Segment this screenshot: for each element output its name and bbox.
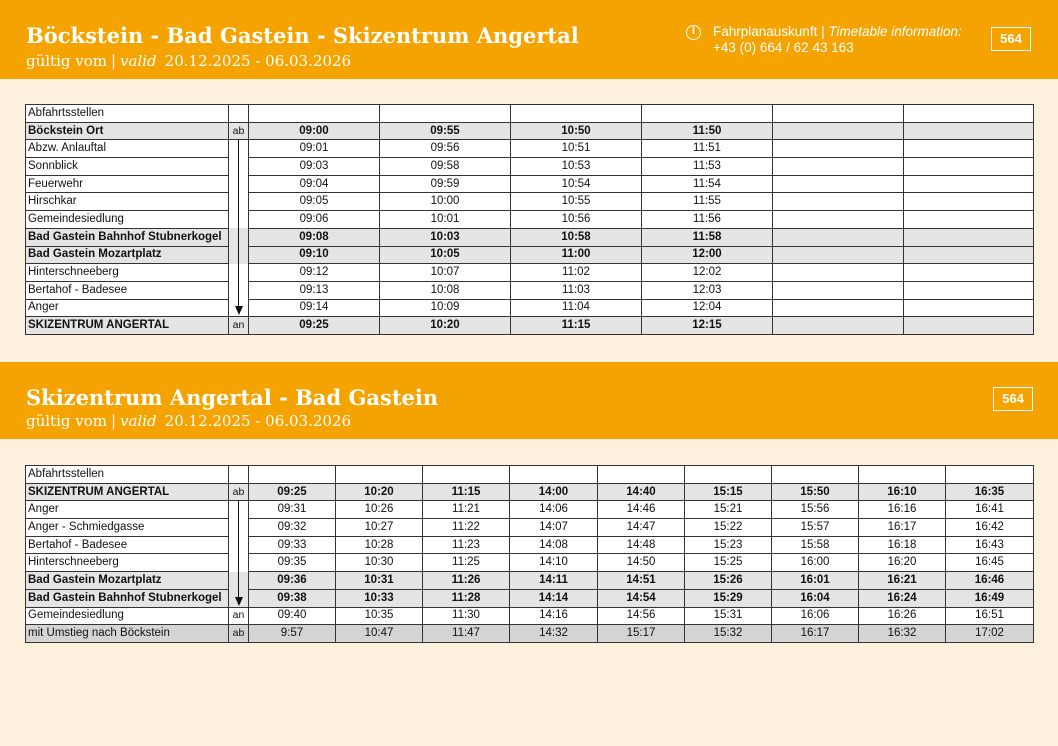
- departure-time: [773, 246, 904, 264]
- header-cell: [773, 105, 904, 123]
- line-number-badge: 564: [993, 387, 1033, 411]
- departure-time: 10:56: [511, 211, 642, 229]
- departure-time: 15:15: [685, 483, 772, 501]
- departure-time: [773, 228, 904, 246]
- table-row: [26, 607, 1034, 625]
- departure-time: 11:51: [642, 140, 773, 158]
- stop-name: Anger: [26, 501, 229, 519]
- direction-arrow-line: [238, 536, 239, 554]
- departure-time: 14:46: [598, 501, 685, 519]
- valid-en-label: valid: [120, 52, 157, 70]
- departure-time: 16:49: [946, 589, 1034, 607]
- departure-time: 14:11: [510, 572, 598, 590]
- arrival-departure-mark: [229, 140, 249, 158]
- departure-time: 09:25: [249, 317, 380, 335]
- departure-time: 16:04: [772, 589, 859, 607]
- departure-time: 15:32: [685, 625, 772, 643]
- departure-time: 16:21: [859, 572, 946, 590]
- departure-time: 09:59: [380, 175, 511, 193]
- departure-time: 09:56: [380, 140, 511, 158]
- departure-time: 11:02: [511, 264, 642, 282]
- info-label: Fahrplanauskunft: [713, 24, 818, 39]
- departure-time: [773, 211, 904, 229]
- arrival-departure-mark: ab: [229, 625, 249, 643]
- stop-name: Sonnblick: [26, 158, 229, 176]
- departure-time: 10:00: [380, 193, 511, 211]
- departure-time: [773, 122, 904, 140]
- departure-time: 15:21: [685, 501, 772, 519]
- departure-time: 10:05: [380, 246, 511, 264]
- departure-time: 14:47: [598, 519, 685, 537]
- departure-time: 10:28: [336, 536, 423, 554]
- departure-time: 15:26: [685, 572, 772, 590]
- departure-time: 16:51: [946, 607, 1034, 625]
- departure-time: 15:56: [772, 501, 859, 519]
- departure-time: 16:45: [946, 554, 1034, 572]
- table-row: [26, 211, 1034, 229]
- departure-time: 11:55: [642, 193, 773, 211]
- arrival-departure-mark: [229, 246, 249, 264]
- departure-time: 15:22: [685, 519, 772, 537]
- header-cell: [511, 105, 642, 123]
- departure-time: 16:46: [946, 572, 1034, 590]
- departure-time: 15:29: [685, 589, 772, 607]
- header-cell: [510, 466, 598, 484]
- arrival-departure-mark: [229, 589, 249, 607]
- departure-time: 16:20: [859, 554, 946, 572]
- departure-time: [904, 193, 1034, 211]
- departure-time: [904, 122, 1034, 140]
- departure-time: 12:02: [642, 264, 773, 282]
- departure-time: 09:38: [249, 589, 336, 607]
- departure-time: 14:32: [510, 625, 598, 643]
- section-1-validity: gültig vom | valid 20.12.2025 - 06.03.2026: [26, 52, 352, 70]
- header-cell: [380, 105, 511, 123]
- arrival-departure-mark: [229, 158, 249, 176]
- header-label: Abfahrtsstellen: [26, 105, 229, 123]
- valid-dates: 20.12.2025 - 06.03.2026: [164, 412, 352, 430]
- table-row: [26, 519, 1034, 537]
- departure-time: 15:25: [685, 554, 772, 572]
- departure-time: 10:30: [336, 554, 423, 572]
- departure-time: 11:04: [511, 299, 642, 317]
- direction-arrow-line: [238, 264, 239, 282]
- table-row: [26, 228, 1034, 246]
- mark-cell: [229, 466, 249, 484]
- departure-time: 09:40: [249, 607, 336, 625]
- departure-time: 11:21: [423, 501, 510, 519]
- departure-time: 14:40: [598, 483, 685, 501]
- departure-time: [904, 158, 1034, 176]
- direction-arrow-line: [238, 211, 239, 229]
- direction-arrow-line: [238, 501, 239, 518]
- departure-time: 11:26: [423, 572, 510, 590]
- table-row: [26, 299, 1034, 317]
- departure-time: 10:35: [336, 607, 423, 625]
- stop-name: Bad Gastein Mozartplatz: [26, 572, 229, 590]
- table-row: [26, 175, 1034, 193]
- header-cell: [946, 466, 1034, 484]
- departure-time: [773, 175, 904, 193]
- departure-time: 10:07: [380, 264, 511, 282]
- header-cell: [904, 105, 1034, 123]
- departure-time: 14:54: [598, 589, 685, 607]
- departure-time: 16:41: [946, 501, 1034, 519]
- departure-time: 16:35: [946, 483, 1034, 501]
- departure-time: 10:50: [511, 122, 642, 140]
- stop-name: Hinterschneeberg: [26, 264, 229, 282]
- departure-time: 10:20: [336, 483, 423, 501]
- departure-time: 11:47: [423, 625, 510, 643]
- departure-time: [773, 193, 904, 211]
- arrival-departure-mark: [229, 501, 249, 519]
- departure-time: 15:58: [772, 536, 859, 554]
- departure-time: 09:58: [380, 158, 511, 176]
- departure-time: 11:58: [642, 228, 773, 246]
- stop-name: SKIZENTRUM ANGERTAL: [26, 317, 229, 335]
- table-row: [26, 281, 1034, 299]
- header-cell: [642, 105, 773, 123]
- departure-time: 10:53: [511, 158, 642, 176]
- departure-time: 10:09: [380, 299, 511, 317]
- departure-time: 14:06: [510, 501, 598, 519]
- arrival-departure-mark: ab: [229, 122, 249, 140]
- departure-time: 11:28: [423, 589, 510, 607]
- departure-time: 16:00: [772, 554, 859, 572]
- table-row: [26, 193, 1034, 211]
- departure-time: 16:16: [859, 501, 946, 519]
- departure-time: 11:50: [642, 122, 773, 140]
- info-label-line: Fahrplanauskunft | Timetable information:: [713, 24, 962, 39]
- info-label-en: Timetable information:: [828, 24, 962, 39]
- info-circle-icon: i: [686, 25, 701, 40]
- arrival-departure-mark: [229, 264, 249, 282]
- departure-time: [904, 228, 1034, 246]
- departure-time: 11:00: [511, 246, 642, 264]
- table-row: [26, 122, 1034, 140]
- departure-time: 09:55: [380, 122, 511, 140]
- departure-time: 14:51: [598, 572, 685, 590]
- departure-time: 12:04: [642, 299, 773, 317]
- stop-name: Bad Gastein Bahnhof Stubnerkogel: [26, 589, 229, 607]
- departure-time: 9:57: [249, 625, 336, 643]
- departure-time: 11:54: [642, 175, 773, 193]
- table-row: [26, 264, 1034, 282]
- stop-name: Abzw. Anlauftal: [26, 140, 229, 158]
- departure-time: 09:12: [249, 264, 380, 282]
- departure-time: 09:25: [249, 483, 336, 501]
- departure-time: 09:01: [249, 140, 380, 158]
- arrival-departure-mark: [229, 536, 249, 554]
- departure-time: [904, 299, 1034, 317]
- direction-arrow-line: [238, 281, 239, 299]
- info-phone: +43 (0) 664 / 62 43 163: [713, 40, 854, 55]
- departure-time: 11:25: [423, 554, 510, 572]
- direction-arrow-line: [238, 175, 239, 193]
- stop-name: Böckstein Ort: [26, 122, 229, 140]
- timetable-return: [25, 465, 1034, 643]
- departure-time: 11:53: [642, 158, 773, 176]
- departure-time: [904, 281, 1034, 299]
- departure-time: 09:13: [249, 281, 380, 299]
- departure-time: 14:56: [598, 607, 685, 625]
- header-cell: [423, 466, 510, 484]
- arrival-departure-mark: an: [229, 607, 249, 625]
- departure-time: 09:06: [249, 211, 380, 229]
- arrival-departure-mark: [229, 211, 249, 229]
- header-row: [26, 105, 1034, 123]
- departure-time: 11:03: [511, 281, 642, 299]
- header-cell: [249, 105, 380, 123]
- departure-time: 16:17: [859, 519, 946, 537]
- departure-time: 10:51: [511, 140, 642, 158]
- section-2-header: [0, 362, 1058, 439]
- direction-arrow-line: [238, 572, 239, 590]
- header-cell: [336, 466, 423, 484]
- table-row: [26, 483, 1034, 501]
- valid-de-label: gültig vom: [26, 412, 107, 430]
- direction-arrow-line: [238, 554, 239, 572]
- header-cell: [772, 466, 859, 484]
- arrival-departure-mark: [229, 193, 249, 211]
- departure-time: 10:03: [380, 228, 511, 246]
- table-row: [26, 317, 1034, 335]
- valid-de-label: gültig vom: [26, 52, 107, 70]
- departure-time: 09:35: [249, 554, 336, 572]
- timetable-outbound: [25, 104, 1034, 335]
- departure-time: 12:00: [642, 246, 773, 264]
- stop-name: Bad Gastein Mozartplatz: [26, 246, 229, 264]
- section-2-validity: gültig vom | valid 20.12.2025 - 06.03.2026: [26, 412, 352, 430]
- stop-name: Bad Gastein Bahnhof Stubnerkogel: [26, 228, 229, 246]
- departure-time: 09:08: [249, 228, 380, 246]
- direction-arrow-icon: [235, 597, 243, 606]
- line-number-badge: 564: [991, 27, 1031, 51]
- arrival-departure-mark: [229, 572, 249, 590]
- departure-time: 09:31: [249, 501, 336, 519]
- stop-name: Bertahof - Badesee: [26, 536, 229, 554]
- departure-time: 16:43: [946, 536, 1034, 554]
- arrival-departure-mark: [229, 228, 249, 246]
- departure-time: [773, 317, 904, 335]
- departure-time: 16:01: [772, 572, 859, 590]
- arrival-departure-mark: [229, 281, 249, 299]
- departure-time: 14:08: [510, 536, 598, 554]
- departure-time: 11:30: [423, 607, 510, 625]
- departure-time: 16:10: [859, 483, 946, 501]
- departure-time: 09:33: [249, 536, 336, 554]
- table-row: [26, 589, 1034, 607]
- departure-time: 16:42: [946, 519, 1034, 537]
- arrival-departure-mark: [229, 554, 249, 572]
- departure-time: 14:50: [598, 554, 685, 572]
- departure-time: [904, 175, 1034, 193]
- departure-time: 11:23: [423, 536, 510, 554]
- departure-time: 09:04: [249, 175, 380, 193]
- arrival-departure-mark: ab: [229, 483, 249, 501]
- departure-time: 15:50: [772, 483, 859, 501]
- stop-name: SKIZENTRUM ANGERTAL: [26, 483, 229, 501]
- departure-time: 14:10: [510, 554, 598, 572]
- stop-name: Anger: [26, 299, 229, 317]
- departure-time: 14:00: [510, 483, 598, 501]
- departure-time: 10:47: [336, 625, 423, 643]
- header-cell: [249, 466, 336, 484]
- section-1-header: [0, 0, 1058, 79]
- departure-time: 10:58: [511, 228, 642, 246]
- departure-time: 11:15: [511, 317, 642, 335]
- departure-time: 12:15: [642, 317, 773, 335]
- stop-name: Gemeindesiedlung: [26, 607, 229, 625]
- departure-time: 15:17: [598, 625, 685, 643]
- departure-time: 14:48: [598, 536, 685, 554]
- departure-time: 10:55: [511, 193, 642, 211]
- departure-time: 15:57: [772, 519, 859, 537]
- departure-time: 16:32: [859, 625, 946, 643]
- departure-time: 14:14: [510, 589, 598, 607]
- departure-time: [904, 264, 1034, 282]
- header-label: Abfahrtsstellen: [26, 466, 229, 484]
- departure-time: 10:54: [511, 175, 642, 193]
- departure-time: [773, 299, 904, 317]
- departure-time: 12:03: [642, 281, 773, 299]
- departure-time: 11:15: [423, 483, 510, 501]
- stop-name: Gemeindesiedlung: [26, 211, 229, 229]
- departure-time: [904, 211, 1034, 229]
- departure-time: [904, 246, 1034, 264]
- table-row: [26, 501, 1034, 519]
- header-cell: [859, 466, 946, 484]
- departure-time: 10:26: [336, 501, 423, 519]
- direction-arrow-line: [238, 140, 239, 157]
- header-row: [26, 466, 1034, 484]
- arrival-departure-mark: [229, 519, 249, 537]
- table-row: [26, 536, 1034, 554]
- departure-time: [904, 140, 1034, 158]
- section-1-title: Böckstein - Bad Gastein - Skizentrum Angertal: [26, 23, 579, 48]
- departure-time: 15:23: [685, 536, 772, 554]
- table-row: [26, 572, 1034, 590]
- table-row: [26, 625, 1034, 643]
- departure-time: 16:24: [859, 589, 946, 607]
- departure-time: [773, 281, 904, 299]
- header-cell: [685, 466, 772, 484]
- direction-arrow-line: [238, 193, 239, 211]
- direction-arrow-icon: [235, 306, 243, 315]
- departure-time: 16:26: [859, 607, 946, 625]
- departure-time: 09:10: [249, 246, 380, 264]
- departure-time: 11:22: [423, 519, 510, 537]
- arrival-departure-mark: an: [229, 317, 249, 335]
- departure-time: 10:31: [336, 572, 423, 590]
- departure-time: 09:00: [249, 122, 380, 140]
- stop-name: Bertahof - Badesee: [26, 281, 229, 299]
- header-cell: [598, 466, 685, 484]
- departure-time: 14:07: [510, 519, 598, 537]
- departure-time: [773, 140, 904, 158]
- mark-cell: [229, 105, 249, 123]
- departure-time: 15:31: [685, 607, 772, 625]
- departure-time: 09:05: [249, 193, 380, 211]
- table-row: [26, 158, 1034, 176]
- departure-time: 16:06: [772, 607, 859, 625]
- table-row: [26, 140, 1034, 158]
- departure-time: 16:18: [859, 536, 946, 554]
- direction-arrow-line: [238, 246, 239, 264]
- departure-time: 16:17: [772, 625, 859, 643]
- direction-arrow-line: [238, 228, 239, 246]
- departure-time: 10:27: [336, 519, 423, 537]
- departure-time: 09:03: [249, 158, 380, 176]
- valid-dates: 20.12.2025 - 06.03.2026: [164, 52, 352, 70]
- table-row: [26, 554, 1034, 572]
- direction-arrow-line: [238, 519, 239, 537]
- departure-time: 09:14: [249, 299, 380, 317]
- stop-name: mit Umstieg nach Böckstein: [26, 625, 229, 643]
- departure-time: 17:02: [946, 625, 1034, 643]
- stop-name: Anger - Schmiedgasse: [26, 519, 229, 537]
- departure-time: 09:32: [249, 519, 336, 537]
- departure-time: [773, 264, 904, 282]
- departure-time: [773, 158, 904, 176]
- valid-en-label: valid: [120, 412, 157, 430]
- table-row: [26, 246, 1034, 264]
- departure-time: 11:56: [642, 211, 773, 229]
- stop-name: Hinterschneeberg: [26, 554, 229, 572]
- departure-time: 10:20: [380, 317, 511, 335]
- stop-name: Feuerwehr: [26, 175, 229, 193]
- departure-time: 10:01: [380, 211, 511, 229]
- departure-time: 10:33: [336, 589, 423, 607]
- arrival-departure-mark: [229, 175, 249, 193]
- stop-name: Hirschkar: [26, 193, 229, 211]
- section-2-title: Skizentrum Angertal - Bad Gastein: [26, 385, 439, 410]
- departure-time: [904, 317, 1034, 335]
- arrival-departure-mark: [229, 299, 249, 317]
- departure-time: 10:08: [380, 281, 511, 299]
- departure-time: 14:16: [510, 607, 598, 625]
- direction-arrow-line: [238, 158, 239, 176]
- departure-time: 09:36: [249, 572, 336, 590]
